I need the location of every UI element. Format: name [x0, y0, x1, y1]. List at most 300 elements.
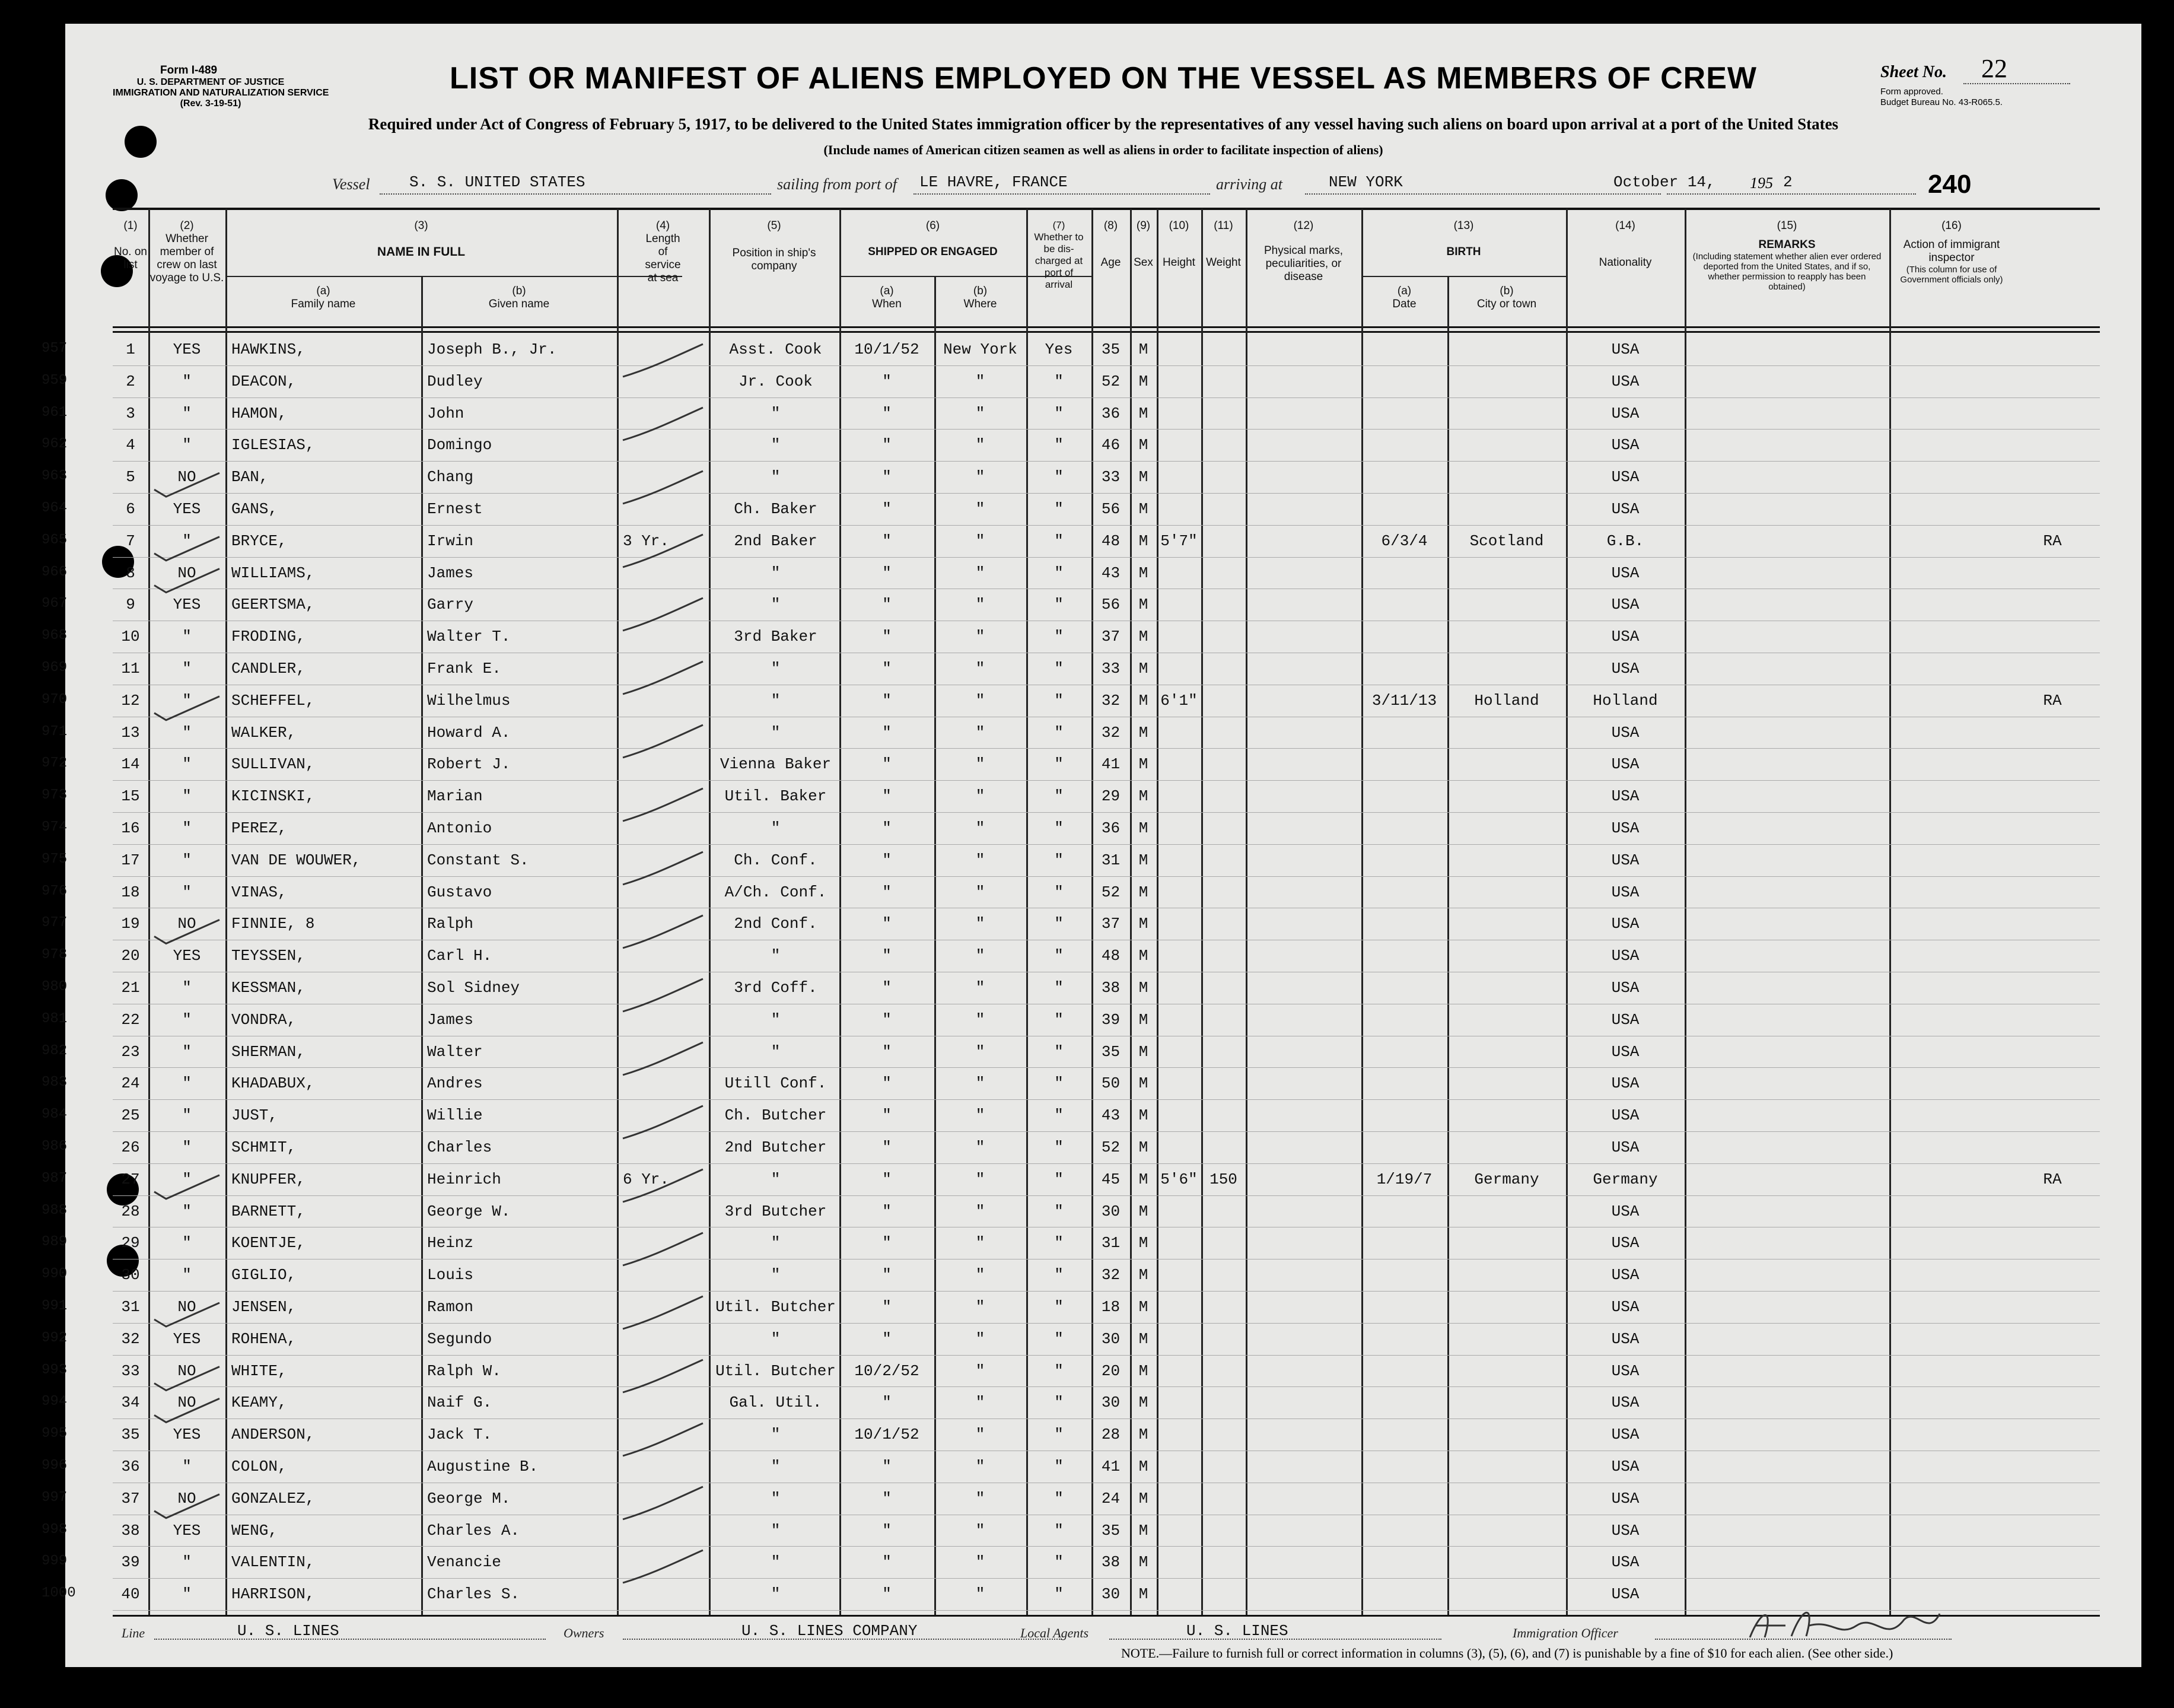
shipped-when-cell: " — [882, 1010, 892, 1029]
given-name-cell: Gustavo — [427, 883, 492, 901]
row-number: 34 — [121, 1394, 140, 1412]
check-mark — [154, 920, 219, 943]
table-top-rule — [113, 208, 2100, 210]
shipped-when-cell: " — [882, 819, 892, 837]
date-underline — [1667, 193, 1916, 195]
given-name-cell: Willie — [427, 1106, 483, 1125]
shipped-where-cell: " — [975, 947, 985, 965]
position-cell: A/Ch. Conf. — [724, 883, 827, 901]
row-number: 14 — [121, 755, 140, 774]
position-cell: 2nd Conf. — [734, 915, 817, 933]
given-name-cell: Howard A. — [427, 723, 511, 742]
last-voyage-cell: YES — [173, 341, 201, 358]
shipped-where-cell: " — [975, 1138, 985, 1156]
sex-cell: M — [1138, 1234, 1148, 1252]
row-number: 2 — [126, 372, 135, 390]
birth-date-cell: 6/3/4 — [1381, 532, 1428, 550]
shipped-where-cell: " — [975, 787, 985, 806]
given-name-cell: Ernest — [427, 500, 483, 518]
row-divider — [113, 844, 2100, 845]
header-where: (b) Where — [963, 285, 997, 310]
given-name-cell: Augustine B. — [427, 1458, 539, 1475]
last-voyage-cell: YES — [173, 1329, 201, 1348]
slash-mark — [623, 1360, 703, 1392]
discharged-cell: " — [1054, 468, 1064, 486]
nationality-cell: USA — [1611, 660, 1640, 678]
row-divider — [113, 461, 2100, 462]
family-name-cell: SHERMAN, — [231, 1042, 305, 1061]
given-name-cell: Charles S. — [427, 1585, 520, 1604]
birth-city-cell: Scotland — [1469, 532, 1544, 550]
sex-cell: M — [1138, 468, 1148, 486]
column-divider — [1685, 209, 1686, 1615]
column-divider — [1246, 209, 1247, 1615]
row-margin-number: 957 — [42, 341, 68, 357]
position-cell: Util. Butcher — [715, 1298, 836, 1316]
slash-mark — [623, 344, 703, 377]
row-number: 26 — [121, 1138, 140, 1156]
birth-subheader-rule — [1361, 276, 1566, 277]
sex-cell: M — [1138, 596, 1148, 614]
sex-cell: M — [1138, 947, 1148, 965]
column-divider — [1889, 209, 1891, 1615]
last-voyage-cell: " — [182, 819, 192, 837]
footer-underline — [154, 1639, 546, 1640]
discharged-cell: " — [1054, 564, 1064, 582]
shipped-where-cell: " — [975, 1362, 985, 1380]
sheet-label: Sheet No. — [1880, 63, 1947, 81]
row-margin-number: 994 — [42, 1394, 68, 1410]
row-number: 3 — [126, 404, 135, 422]
shipped-when-cell: " — [882, 691, 892, 710]
shipped-when-cell: " — [882, 755, 892, 774]
given-name-cell: Marian — [427, 787, 483, 806]
row-margin-number: 964 — [42, 500, 68, 516]
nationality-cell: USA — [1611, 883, 1640, 901]
family-name-cell: COLON, — [231, 1458, 287, 1475]
shipped-when-cell: " — [882, 532, 892, 550]
header-family-name: (a) Family name — [291, 285, 356, 310]
row-number: 40 — [121, 1585, 140, 1604]
nationality-cell: USA — [1611, 1202, 1640, 1220]
discharged-cell: " — [1054, 1074, 1064, 1093]
header-remarks: (15) REMARKS (Including statement whether alien ever ordered deported from the United States, and if so, whether permission to reapply has been obtained) — [1692, 220, 1882, 292]
subtitle-note: (Include names of American citizen seamen as well as aliens in order to facilitate inspection of aliens) — [823, 142, 1383, 157]
position-cell: " — [771, 1426, 781, 1444]
nationality-cell: USA — [1611, 1458, 1640, 1475]
header-service: (4) Length of service at sea — [645, 220, 681, 284]
header-last-voyage: (2) Whether member of crew on last voyage to U.S. — [149, 220, 224, 284]
sex-cell: M — [1138, 787, 1148, 806]
row-divider — [113, 1578, 2100, 1579]
last-voyage-cell: " — [182, 1042, 192, 1061]
given-name-cell: Chang — [427, 468, 474, 486]
nationality-cell: USA — [1611, 1394, 1640, 1412]
shipped-when-cell: " — [882, 1042, 892, 1061]
shipped-when-cell: " — [882, 1266, 892, 1284]
birth-date-cell: 3/11/13 — [1371, 691, 1437, 710]
position-cell: Jr. Cook — [739, 372, 813, 390]
last-voyage-cell: " — [182, 1458, 192, 1475]
shipped-where-cell: New York — [943, 341, 1017, 358]
given-name-cell: Garry — [427, 596, 474, 614]
given-name-cell: Dudley — [427, 372, 483, 390]
position-cell: " — [771, 1042, 781, 1061]
header-weight: (11) Weight — [1206, 220, 1241, 269]
row-margin-number: 978 — [42, 947, 68, 963]
family-name-cell: CANDLER, — [231, 660, 305, 678]
row-divider — [113, 812, 2100, 813]
age-cell: 45 — [1101, 1170, 1121, 1188]
discharged-cell: " — [1054, 1458, 1064, 1475]
age-cell: 30 — [1101, 1585, 1121, 1604]
shipped-where-cell: " — [975, 1106, 985, 1125]
position-cell: " — [771, 1553, 781, 1572]
family-name-cell: HAMON, — [231, 404, 287, 422]
discharged-cell: " — [1054, 723, 1064, 742]
age-cell: 31 — [1101, 851, 1121, 869]
row-margin-number: 970 — [42, 691, 68, 708]
discharged-cell: " — [1054, 404, 1064, 422]
given-name-cell: Robert J. — [427, 755, 511, 774]
row-divider — [113, 525, 2100, 526]
row-number: 8 — [126, 564, 135, 582]
discharged-cell: Yes — [1045, 341, 1073, 358]
row-number: 28 — [121, 1202, 140, 1220]
shipped-where-cell: " — [975, 1458, 985, 1475]
discharged-cell: " — [1054, 1553, 1064, 1572]
given-name-cell: Andres — [427, 1074, 483, 1093]
sex-cell: M — [1138, 691, 1148, 710]
last-voyage-cell: " — [182, 1010, 192, 1029]
family-name-cell: GIGLIO, — [231, 1266, 297, 1284]
shipped-when-cell: " — [882, 1074, 892, 1093]
age-cell: 48 — [1101, 947, 1121, 965]
row-number: 20 — [121, 947, 140, 965]
given-name-cell: Charles — [427, 1138, 492, 1156]
agency-line: IMMIGRATION AND NATURALIZATION SERVICE — [113, 88, 329, 98]
shipped-when-cell: " — [882, 1394, 892, 1412]
slash-mark — [623, 535, 703, 567]
header-age: (8) Age — [1100, 220, 1121, 269]
last-voyage-cell: NO — [177, 1394, 196, 1412]
position-cell: Ch. Baker — [734, 500, 817, 518]
last-voyage-cell: " — [182, 660, 192, 678]
shipped-where-cell: " — [975, 915, 985, 933]
age-cell: 38 — [1101, 1553, 1121, 1572]
row-number: 25 — [121, 1106, 140, 1125]
sex-cell: M — [1138, 564, 1148, 582]
row-number: 10 — [121, 628, 140, 646]
given-name-cell: Charles A. — [427, 1521, 520, 1540]
family-name-cell: WENG, — [231, 1521, 278, 1540]
family-name-cell: TEYSSEN, — [231, 947, 305, 965]
row-divider — [113, 1099, 2100, 1100]
family-name-cell: PEREZ, — [231, 819, 287, 837]
last-voyage-cell: " — [182, 1106, 192, 1125]
service-slash-marks — [617, 332, 709, 1614]
birth-city-cell: Germany — [1474, 1170, 1539, 1188]
header-position: (5) Position in ship's company — [732, 220, 816, 272]
row-number: 30 — [121, 1266, 140, 1284]
check-mark — [154, 537, 219, 561]
age-cell: 30 — [1101, 1202, 1121, 1220]
nationality-cell: Holland — [1593, 691, 1658, 710]
shipped-when-cell: " — [882, 1521, 892, 1540]
discharged-cell: " — [1054, 979, 1064, 997]
position-cell: " — [771, 404, 781, 422]
family-name-cell: GONZALEZ, — [231, 1489, 315, 1507]
last-voyage-cell: YES — [173, 596, 201, 614]
row-margin-number: 988 — [42, 1202, 68, 1219]
given-name-cell: James — [427, 1010, 474, 1029]
action-cell: RA — [2043, 1170, 2062, 1188]
discharged-cell: " — [1054, 1394, 1064, 1412]
row-margin-number: 961 — [42, 404, 68, 421]
family-name-cell: JENSEN, — [231, 1298, 297, 1316]
last-voyage-cell: " — [182, 723, 192, 742]
shipped-where-cell: " — [975, 819, 985, 837]
shipped-when-cell: " — [882, 500, 892, 518]
sheet-underline — [1963, 83, 2070, 84]
header-birth-city: (b) City or town — [1476, 285, 1537, 310]
position-cell: 3rd Baker — [734, 628, 817, 646]
vessel-label: Vessel — [332, 176, 370, 193]
nationality-cell: USA — [1611, 787, 1640, 806]
family-name-cell: HARRISON, — [231, 1585, 315, 1604]
shipped-where-cell: " — [975, 979, 985, 997]
age-cell: 30 — [1101, 1394, 1121, 1412]
height-cell: 5'7" — [1160, 532, 1198, 550]
nationality-cell: USA — [1611, 564, 1640, 582]
discharged-cell: " — [1054, 947, 1064, 965]
row-divider — [113, 1131, 2100, 1132]
row-margin-number: 990 — [42, 1266, 68, 1283]
nationality-cell: USA — [1611, 915, 1640, 933]
given-name-cell: Segundo — [427, 1329, 492, 1348]
check-mark — [154, 1398, 219, 1422]
position-cell: " — [771, 723, 781, 742]
family-name-cell: VONDRA, — [231, 1010, 297, 1029]
row-number: 32 — [121, 1329, 140, 1348]
birth-date-cell: 1/19/7 — [1376, 1170, 1433, 1188]
position-cell: Ch. Conf. — [734, 851, 817, 869]
position-cell: " — [771, 596, 781, 614]
nationality-cell: USA — [1611, 979, 1640, 997]
row-margin-number: 999 — [42, 1553, 68, 1570]
family-name-cell: WHITE, — [231, 1362, 287, 1380]
row-margin-number: 998 — [42, 1521, 68, 1538]
given-name-cell: Ralph W. — [427, 1362, 501, 1380]
row-margin-number: 981 — [42, 1010, 68, 1027]
port-from-underline — [913, 193, 1210, 195]
footer-line-label: Line — [122, 1626, 145, 1640]
position-cell: " — [771, 1458, 781, 1475]
nationality-cell: Germany — [1593, 1170, 1658, 1188]
sex-cell: M — [1138, 1106, 1148, 1125]
shipped-when-cell: " — [882, 1553, 892, 1572]
row-margin-number: 967 — [42, 596, 68, 612]
row-number: 27 — [121, 1170, 140, 1188]
row-margin-number: 966 — [42, 564, 68, 580]
check-marks — [148, 332, 255, 1614]
shipped-when-cell: " — [882, 1138, 892, 1156]
family-name-cell: ANDERSON, — [231, 1426, 315, 1444]
given-name-cell: Ramon — [427, 1298, 474, 1316]
nationality-cell: USA — [1611, 404, 1640, 422]
row-divider — [113, 876, 2100, 877]
row-margin-number: 993 — [42, 1362, 68, 1378]
check-mark — [154, 569, 219, 593]
row-margin-number: 1000 — [42, 1585, 76, 1602]
header-shipped: (6) SHIPPED OR ENGAGED — [868, 220, 998, 258]
family-name-cell: FINNIE, 8 — [231, 915, 315, 933]
given-name-cell: Walter — [427, 1042, 483, 1061]
row-margin-number: 992 — [42, 1329, 68, 1346]
last-voyage-cell: YES — [173, 500, 201, 518]
row-number: 6 — [126, 500, 135, 518]
footer-owners-value: U. S. LINES COMPANY — [741, 1622, 918, 1640]
sex-cell: M — [1138, 1138, 1148, 1156]
row-number: 18 — [121, 883, 140, 901]
position-cell: " — [771, 1521, 781, 1540]
sex-cell: M — [1138, 851, 1148, 869]
header-action: (16) Action of immigrant inspector (This column for use of Government officials only) — [1900, 220, 2003, 285]
shipped-where-cell: " — [975, 1298, 985, 1316]
row-margin-number: 973 — [42, 787, 68, 804]
sex-cell: M — [1138, 1426, 1148, 1444]
row-divider — [113, 1163, 2100, 1164]
family-name-cell: SULLIVAN, — [231, 755, 315, 774]
age-cell: 36 — [1101, 819, 1121, 837]
nationality-cell: USA — [1611, 468, 1640, 486]
last-voyage-cell: " — [182, 883, 192, 901]
sex-cell: M — [1138, 372, 1148, 390]
row-margin-number: 982 — [42, 1042, 68, 1059]
shipped-when-cell: " — [882, 468, 892, 486]
discharged-cell: " — [1054, 1010, 1064, 1029]
last-voyage-cell: YES — [173, 1521, 201, 1540]
shipped-where-cell: " — [975, 372, 985, 390]
shipped-where-cell: " — [975, 883, 985, 901]
position-cell: " — [771, 1266, 781, 1284]
officer-signature — [1738, 1602, 1952, 1649]
slash-mark — [623, 979, 703, 1012]
age-cell: 41 — [1101, 755, 1121, 774]
discharged-cell: " — [1054, 660, 1064, 678]
footer-officer-label: Immigration Officer — [1513, 1626, 1618, 1640]
age-cell: 38 — [1101, 979, 1121, 997]
row-margin-number: 987 — [42, 1170, 68, 1187]
shipped-where-cell: " — [975, 564, 985, 582]
vessel-underline — [380, 193, 771, 195]
row-divider — [113, 397, 2100, 398]
sailing-label: sailing from port of — [777, 176, 897, 193]
last-voyage-cell: " — [182, 691, 192, 710]
age-cell: 50 — [1101, 1074, 1121, 1093]
nationality-cell: USA — [1611, 1234, 1640, 1252]
last-voyage-cell: YES — [173, 947, 201, 965]
row-margin-number: 969 — [42, 660, 68, 676]
position-cell: " — [771, 1489, 781, 1507]
column-divider — [1361, 209, 1363, 1615]
shipped-when-cell: " — [882, 660, 892, 678]
column-divider — [421, 276, 423, 1615]
slash-mark — [623, 1487, 703, 1519]
sex-cell: M — [1138, 915, 1148, 933]
agency-line: (Rev. 3-19-51) — [180, 98, 241, 109]
footer-owners-label: Owners — [564, 1626, 604, 1640]
position-cell: " — [771, 1329, 781, 1348]
check-mark — [154, 1175, 219, 1199]
discharged-cell: " — [1054, 851, 1064, 869]
nationality-cell: USA — [1611, 1106, 1640, 1125]
last-voyage-cell: " — [182, 755, 192, 774]
age-cell: 52 — [1101, 1138, 1121, 1156]
slash-mark — [623, 1550, 703, 1583]
shipped-where-cell: " — [975, 1585, 985, 1604]
footer-agents-value: U. S. LINES — [1186, 1622, 1288, 1640]
row-margin-number: 989 — [42, 1234, 68, 1251]
shipped-when-cell: " — [882, 404, 892, 422]
age-cell: 43 — [1101, 1106, 1121, 1125]
age-cell: 24 — [1101, 1489, 1121, 1507]
discharged-cell: " — [1054, 1489, 1064, 1507]
row-margin-number: 959 — [42, 372, 68, 389]
position-cell: 2nd Baker — [734, 532, 817, 550]
given-name-cell: George W. — [427, 1202, 511, 1220]
row-number: 5 — [126, 468, 135, 486]
header-no: (1) No. on list — [114, 220, 147, 271]
shipped-when-cell: " — [882, 628, 892, 646]
age-cell: 37 — [1101, 915, 1121, 933]
birth-city-cell: Holland — [1474, 691, 1539, 710]
sex-cell: M — [1138, 883, 1148, 901]
sex-cell: M — [1138, 979, 1148, 997]
last-voyage-cell: YES — [173, 1426, 201, 1444]
sex-cell: M — [1138, 819, 1148, 837]
position-cell: " — [771, 1010, 781, 1029]
subtitle: Required under Act of Congress of February 5, 1917, to be delivered to the United States immigration officer by the representatives of any vessel having such aliens on board upon arrival at a port of the United States — [368, 115, 1839, 133]
arrival-year-suffix: 2 — [1783, 173, 1793, 191]
position-cell: " — [771, 436, 781, 454]
shipped-when-cell: " — [882, 915, 892, 933]
position-cell: 3rd Coff. — [734, 979, 817, 997]
nationality-cell: USA — [1611, 628, 1640, 646]
given-name-cell: Frank E. — [427, 660, 501, 678]
row-margin-number: 963 — [42, 468, 68, 485]
row-number: 35 — [121, 1426, 140, 1444]
given-name-cell: Carl H. — [427, 947, 492, 965]
last-voyage-cell: NO — [177, 1298, 196, 1316]
shipped-when-cell: " — [882, 723, 892, 742]
row-divider — [113, 557, 2100, 558]
nationality-cell: USA — [1611, 1426, 1640, 1444]
shipped-where-cell: " — [975, 1426, 985, 1444]
age-cell: 31 — [1101, 1234, 1121, 1252]
given-name-cell: Joseph B., Jr. — [427, 341, 557, 358]
footer-note: NOTE.—Failure to furnish full or correct information in columns (3), (5), (6), and (7) is punishable by a fine of $10 for each alien. (See other side.) — [1121, 1646, 1893, 1661]
row-number: 33 — [121, 1362, 140, 1380]
shipped-when-cell: " — [882, 1458, 892, 1475]
shipped-where-cell: " — [975, 500, 985, 518]
row-divider — [113, 1195, 2100, 1196]
row-margin-number: 986 — [42, 1138, 68, 1154]
approval-line: Budget Bureau No. 43-R065.5. — [1880, 97, 2003, 107]
footer-agents-label: Local Agents — [1020, 1626, 1089, 1640]
row-number: 23 — [121, 1042, 140, 1061]
shipped-where-cell: " — [975, 1521, 985, 1540]
